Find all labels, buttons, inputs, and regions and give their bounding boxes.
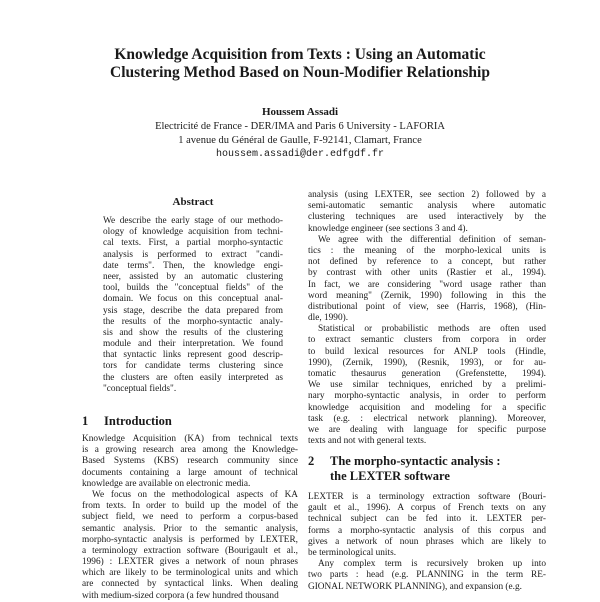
text-line: which are likely to be terminological units and which: [82, 568, 298, 579]
text-line: ysis stage, describe the data prepared from: [103, 305, 283, 316]
text-line: cal texts. First, a partial morpho-syntactic: [103, 238, 283, 249]
text-line: LEXTER is a terminology extraction software (Bouri-: [308, 492, 546, 502]
abstract-heading: Abstract: [172, 196, 214, 208]
text-line: tics : the meaning of the morpho-lexical units is: [308, 245, 546, 256]
abstract-body: [103, 216, 283, 395]
text-line: GIONAL NETWORK PLANNING), and expansion (e.g.: [308, 581, 522, 592]
text-line: by contrast with other units (Rastier et al., 1994).: [308, 268, 546, 279]
text-line: semi-automatic semantic analysis where automatic: [308, 201, 546, 212]
text-line: is a growing research area among the Knowledge-: [82, 445, 298, 456]
text-line: to build lexical resources for ANLP tools (Hindle,: [308, 346, 546, 357]
text-line: the clusters are often easily interpreted as: [103, 372, 283, 383]
text-line: tomatic thesaurus generation (Grefenstette, 1994).: [308, 369, 546, 379]
text-line: are connected by syntactical links. When dealing: [82, 579, 298, 590]
text-line: Statistical or probabilistic methods are often used: [318, 324, 546, 335]
text-line: We use similar techniques, enriched by a prelimi-: [308, 380, 546, 391]
text-line: analysis (using LEXTER, see section 2) followed by a: [308, 190, 546, 200]
author-email: houssem.assadi@der.edfgdf.fr: [215, 149, 385, 160]
section-2-heading: [308, 454, 546, 484]
text-line: "conceptual fields".: [103, 383, 177, 394]
text-line: knowledge acquisition and modeling for a specific: [308, 402, 546, 413]
text-line: date terms". Then, the knowledge engi-: [103, 260, 283, 271]
text-line: knowledge are available on electronic media.: [82, 478, 251, 489]
section-title: Introduction: [104, 414, 172, 428]
text-line: knowledge engineer (see sections 3 and 4).: [308, 223, 468, 234]
text-line: gives a network of noun phrases which are likely to: [308, 536, 546, 547]
text-line: We agree with the differential definition of seman-: [318, 234, 546, 245]
right-column-body: [308, 190, 546, 447]
text-line: In fact, we are considering "word usage rather than: [308, 279, 546, 290]
text-line: word meaning" (Zernik, 1990) following in this the: [308, 290, 546, 301]
text-line: We describe the early stage of our methodo-: [103, 216, 283, 226]
text-line: ology of knowledge acquisition from techni-: [103, 227, 283, 238]
text-line: that syntactic links represent good descrip-: [103, 350, 283, 361]
text-line: tool, builds the "conceptual fields" of the: [103, 283, 283, 294]
text-line: nary morpho-syntactic analysis, in order to perform: [308, 391, 546, 402]
section-title-line: the LEXTER software: [330, 469, 450, 483]
text-line: Knowledge Acquisition (KA) from technical texts: [82, 434, 298, 444]
text-line: from texts. In order to build up the model of the: [82, 501, 298, 512]
text-line: clustering techniques are used interactively by the: [308, 212, 546, 223]
address-line: 1 avenue du Général de Gaulle, F-92141, Clamart, France: [178, 135, 422, 146]
text-line: Any complex term is recursively broken up into: [318, 559, 546, 570]
text-line: tors for candidate terms clustering since: [103, 361, 283, 372]
affiliation-line: Electricité de France - DER/IMA and Paris 6 University - LAFORIA: [155, 121, 445, 132]
text-line: Based Systems (KBS) research community since: [82, 456, 298, 467]
text-line: documents containing a large amount of technical: [82, 467, 298, 478]
text-line: to extract semantic clusters from corpora in order: [308, 335, 546, 346]
text-line: morpho-syntactic analysis is performed by LEXTER,: [82, 534, 298, 545]
text-line: task (e.g. : electrical network planning). Moreover,: [308, 413, 546, 424]
text-line: technical subject can be fed into it. LEXTER per-: [308, 514, 546, 525]
text-line: 1996) : LEXTER gives a network of noun phrases: [82, 557, 298, 568]
section-title-line: The morpho-syntactic analysis :: [330, 454, 501, 468]
introduction-body: [82, 434, 298, 602]
text-line: with medium-sized corpora (a few hundred thousand: [82, 590, 279, 601]
text-line: 1990), (Zernik, 1990), (Resnik, 1993), or for au-: [308, 357, 546, 368]
text-line: the results of the morpho-syntactic analy-: [103, 316, 283, 327]
text-line: two parts : head (e.g. PLANNING in the term RE-: [308, 570, 546, 581]
paper-title: [0, 46, 600, 82]
text-line: be terminological units.: [308, 547, 397, 558]
text-line: dle, 1990).: [308, 313, 349, 324]
section-number: 1: [82, 414, 89, 428]
text-line: forms a morpho-syntactic analysis of this corpus and: [308, 525, 546, 536]
title-line: Clustering Method Based on Noun-Modifier Relationship: [110, 64, 490, 81]
text-line: module and their interpretation. We found: [103, 339, 283, 350]
section-1-heading: [82, 414, 298, 429]
text-line: We focus on the methodological aspects of KA: [92, 489, 298, 500]
text-line: subject field, we need to perform a corpus-based: [82, 512, 298, 523]
text-line: sis and show the results of the clustering: [103, 327, 283, 338]
text-line: gault et al., 1996). A corpus of French texts on any: [308, 503, 546, 514]
author-name: Houssem Assadi: [261, 106, 339, 118]
text-line: not defined by reference to a concept, but rather: [308, 257, 546, 268]
text-line: distributional point of view, see (Harris, 1968), (Hin-: [308, 301, 546, 312]
text-line: semantic analysis. Prior to the semantic analysis,: [82, 523, 298, 534]
section-2-body: [308, 492, 546, 593]
text-line: neer, assisted by an automatic clustering: [103, 271, 283, 282]
section-number: 2: [308, 454, 315, 468]
text-line: analysis is performed to extract "candi-: [103, 249, 283, 260]
title-line: Knowledge Acquisition from Texts : Using an Automatic: [114, 46, 486, 63]
text-line: domain. We focus on this conceptual anal-: [103, 294, 283, 305]
text-line: texts and not with general texts.: [308, 436, 427, 447]
text-line: a terminology extraction software (Bourigault et al.,: [82, 545, 298, 556]
text-line: we are dealing with language for specific purpose: [308, 424, 546, 435]
